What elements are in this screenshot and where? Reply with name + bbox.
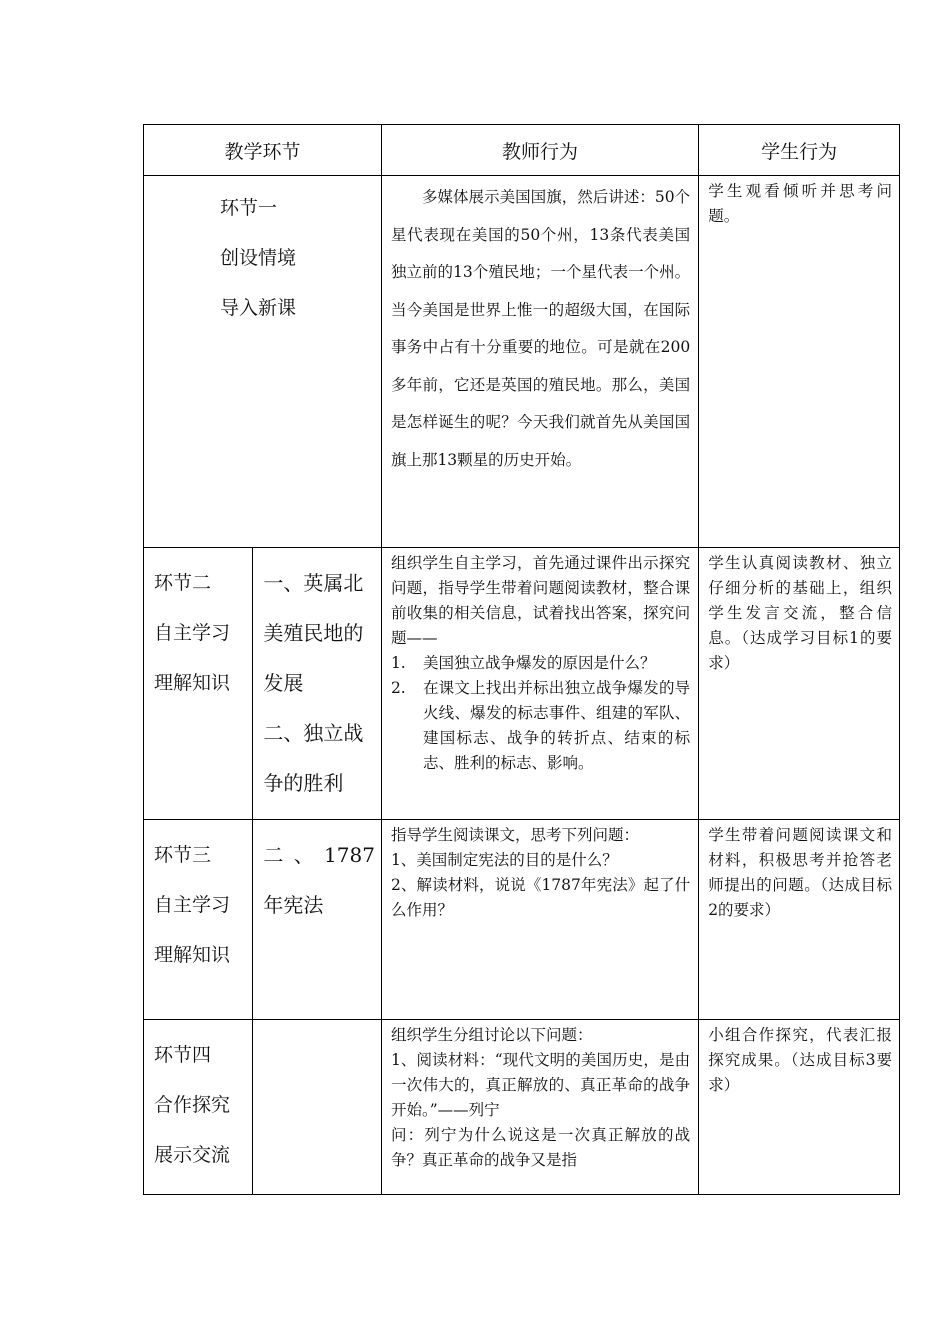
question-number: 2.: [390, 679, 406, 697]
teacher-text: 组织学生分组讨论以下问题：: [390, 1026, 593, 1044]
topic-line: 一、英属北: [263, 571, 364, 595]
header-stage: 教学环节: [144, 125, 382, 176]
stage-title: 环节三: [154, 844, 212, 866]
stage-subtitle: 展示交流: [154, 1144, 231, 1166]
stage-subtitle: 创设情境: [220, 247, 297, 269]
stage-cell: [144, 820, 253, 1020]
teacher-cell: [381, 548, 698, 820]
header-teacher: 教师行为: [381, 125, 698, 176]
table-row: [144, 176, 900, 548]
student-cell: [699, 548, 900, 820]
stage-subtitle: 合作探究: [154, 1094, 231, 1116]
teacher-text: 多媒体展示美国国旗，然后讲述：50个星代表现在美国的50个州，13条代表美国独立前的13个殖民地；一个星代表一个州。当今美国是世界上惟一的超级大国，在国际事务中占有十分重要的地位。可是就在200多年前，它还是英国的殖民地。那么，美国是怎样诞生的呢？今天我们就首先从美国国旗上那13颗星的历史开始。: [390, 188, 691, 469]
topic-line: 二、独立战: [263, 721, 364, 745]
question-text: 在课文上找出并标出独立战争爆发的导火线、爆发的标志事件、组建的军队、建国标志、战争的转折点、结束的标志、胜利的标志、影响。: [422, 679, 691, 772]
header-student: 学生行为: [699, 125, 900, 176]
stage-cell: [144, 1020, 253, 1195]
question-text: 美国独立战争爆发的原因是什么？: [422, 654, 656, 672]
question-number: 1.: [390, 654, 406, 672]
student-text: 学生观看倾听并思考问题。: [708, 182, 892, 225]
topic-line: 二、1787: [263, 843, 375, 867]
topic-line: 年宪法: [263, 893, 324, 917]
stage-subtitle: 自主学习: [154, 622, 231, 644]
table-header-row: [144, 125, 900, 176]
teacher-cell: [381, 1020, 698, 1195]
teacher-text: 组织学生自主学习，首先通过课件出示探究问题，指导学生带着问题阅读教材，整合课前收集的相关信息，试着找出答案，探究问题——: [390, 554, 691, 647]
topic-line: 发展: [263, 671, 304, 695]
stage-subtitle: 自主学习: [154, 894, 231, 916]
stage-title: 环节四: [154, 1044, 212, 1066]
student-text: 学生认真阅读教材、独立仔细分析的基础上，组织学生发言交流，整合信息。（达成学习目标1的要求）: [708, 554, 892, 672]
student-cell: [699, 1020, 900, 1195]
question-item: [391, 651, 690, 676]
stage-cell: [144, 548, 253, 820]
stage-subtitle: 导入新课: [220, 297, 297, 319]
stage-subtitle: 理解知识: [154, 672, 231, 694]
stage-subtitle: 理解知识: [154, 944, 231, 966]
student-text: 小组合作探究，代表汇报探究成果。（达成目标3要求）: [708, 1026, 892, 1094]
topic-cell: [253, 820, 382, 1020]
teacher-cell: [381, 820, 698, 1020]
student-cell: [699, 176, 900, 548]
teacher-text: 1、美国制定宪法的目的是什么？: [390, 851, 618, 869]
table-row: [144, 820, 900, 1020]
stage-title: 环节一: [220, 197, 278, 219]
topic-line: 美殖民地的: [263, 621, 364, 645]
stage-title: 环节二: [154, 572, 212, 594]
topic-cell: [253, 548, 382, 820]
table-row: [144, 548, 900, 820]
stage-cell: [144, 176, 382, 548]
question-item: [391, 676, 690, 776]
teacher-text: 指导学生阅读课文，思考下列问题：: [390, 826, 639, 844]
topic-line: 争的胜利: [263, 771, 344, 795]
teacher-text: 2、解读材料，说说《1787年宪法》起了什么作用？: [390, 876, 691, 919]
teacher-text: 1、阅读材料：“现代文明的美国历史，是由一次伟大的，真正解放的、真正革命的战争开始。”——列宁: [390, 1051, 691, 1119]
student-text: 学生带着问题阅读课文和材料，积极思考并抢答老师提出的问题。（达成目标2的要求）: [708, 826, 892, 919]
lesson-plan-table: [143, 124, 900, 1195]
student-cell: [699, 820, 900, 1020]
table-row: [144, 1020, 900, 1195]
topic-cell: [253, 1020, 382, 1195]
teacher-cell: [381, 176, 698, 548]
teacher-text: 问：列宁为什么说这是一次真正解放的战争？真正革命的战争又是指: [390, 1126, 691, 1169]
